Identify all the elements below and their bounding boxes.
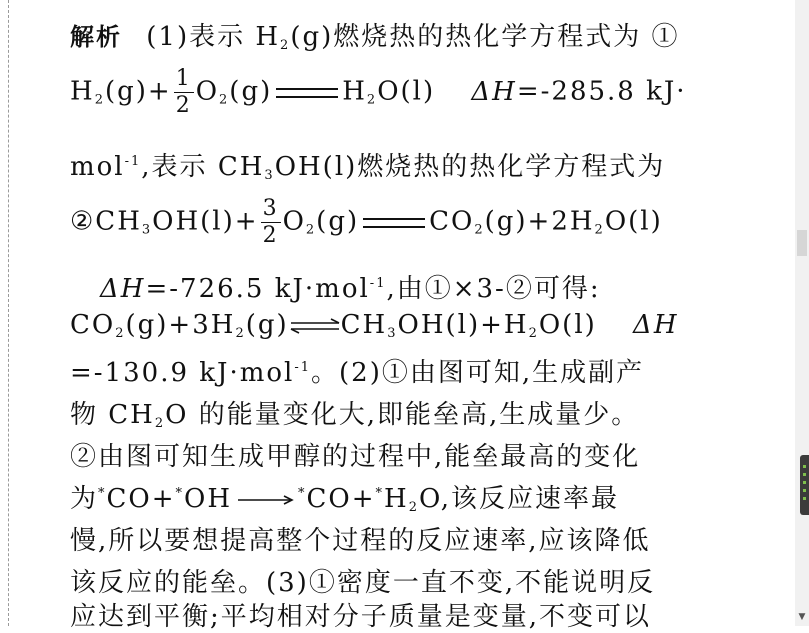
sub: 2 <box>528 326 539 341</box>
text: OH(l)+ <box>152 206 259 237</box>
arrow-right-icon <box>234 493 296 507</box>
analysis-label: 解析 <box>70 23 122 51</box>
text: ②由图可知生成甲醇的过程中,能垒最高的变化 <box>70 442 641 472</box>
sub: 2 <box>219 92 230 108</box>
indicator-dot <box>803 489 806 492</box>
line-3 <box>70 146 665 183</box>
delta-h: ΔH <box>633 310 679 340</box>
text: (g)+ <box>104 76 172 107</box>
text: 该反应的能垒。(3)①密度一直不变,不能说明反 <box>70 568 656 598</box>
line-1 <box>70 16 680 53</box>
text: CO <box>429 206 475 237</box>
text: ②CH <box>70 206 142 237</box>
text: CH <box>340 310 388 340</box>
text: 。(2)①由图可知,生成副产 <box>311 358 645 388</box>
sub: 2 <box>235 326 246 341</box>
line-5 <box>100 268 601 305</box>
fraction <box>261 198 281 247</box>
text: OH(l)+H <box>397 310 529 340</box>
sub: 2 <box>474 222 485 238</box>
line-13 <box>70 596 651 633</box>
text: 应达到平衡;平均相对分子质量是变量,不变可以 <box>70 602 652 632</box>
text: =-285.8 kJ· <box>516 76 687 107</box>
text: (g) <box>245 310 289 340</box>
denominator: 2 <box>262 223 279 248</box>
sup: * <box>98 486 107 501</box>
text: O,该反应速率最 <box>418 484 620 514</box>
text: O(l) <box>604 206 663 237</box>
sup: -1 <box>369 276 387 291</box>
sub: 2 <box>115 326 126 341</box>
text: O(l) <box>377 76 436 107</box>
scroll-down-icon[interactable]: ▼ <box>798 612 806 622</box>
text: OH(l)燃烧热的热化学方程式为 <box>274 152 666 182</box>
vertical-scrollbar[interactable] <box>795 0 809 626</box>
line-6-equation-3 <box>70 310 679 340</box>
sup: * <box>175 486 185 501</box>
sub: 2 <box>594 222 605 238</box>
equilibrium-arrow-icon <box>289 318 341 334</box>
line-7 <box>70 352 644 389</box>
text: (g)燃烧热的热化学方程式为 ① <box>290 22 680 52</box>
text: H <box>342 76 367 107</box>
text: 慢,所以要想提高整个过程的反应速率,应该降低 <box>70 526 651 556</box>
sub: 2 <box>280 38 291 53</box>
text: CO+ <box>106 484 176 514</box>
indicator-dot <box>803 473 806 476</box>
text: (g)+2H <box>484 206 595 237</box>
sup: -1 <box>294 360 312 375</box>
denominator: 2 <box>175 93 192 118</box>
sub: 2 <box>305 222 317 238</box>
text: O 的能量变化大,即能垒高,生成量少。 <box>165 400 640 430</box>
text: =-130.9 kJ·mol <box>70 358 295 388</box>
equation-double-line <box>363 218 425 228</box>
text: (g) <box>316 206 360 237</box>
sub: 3 <box>264 168 275 183</box>
text: O <box>282 206 306 237</box>
text: =-726.5 kJ·mol <box>145 274 370 304</box>
numerator: 3 <box>262 196 279 221</box>
text: H <box>384 484 409 514</box>
line-8 <box>70 394 639 431</box>
fraction <box>174 68 194 117</box>
sub: 2 <box>154 416 166 431</box>
text: 物 CH <box>70 400 155 430</box>
line-4-equation-2 <box>70 198 663 247</box>
sub: 2 <box>408 500 419 515</box>
margin-dashed-rule <box>8 0 9 626</box>
text: CO <box>70 310 116 340</box>
text: H <box>70 76 95 107</box>
sub: 3 <box>387 326 398 341</box>
line-11 <box>70 520 651 557</box>
sub: 2 <box>366 92 378 108</box>
sub: 3 <box>141 222 153 238</box>
delta-h: ΔH <box>100 274 146 304</box>
text: O(l) <box>538 310 597 340</box>
text: (1)表示 H <box>146 22 281 52</box>
sub: 2 <box>94 92 105 108</box>
equation-double-line <box>276 88 338 98</box>
text: ,表示 CH <box>141 152 265 182</box>
side-toolbar-widget[interactable] <box>800 455 809 515</box>
line-2-equation-1 <box>70 68 687 117</box>
text: 为 <box>70 484 99 514</box>
text: mol <box>70 152 125 182</box>
text: CO+ <box>306 484 376 514</box>
line-10 <box>70 478 619 515</box>
line-12 <box>70 562 655 599</box>
sup: * <box>298 486 307 501</box>
line-9 <box>70 436 640 473</box>
indicator-dot <box>803 465 806 468</box>
sup: * <box>375 486 385 501</box>
indicator-dot <box>803 481 806 484</box>
text: ,由①×3-②可得: <box>386 274 601 304</box>
text: OH <box>184 484 233 514</box>
indicator-dot <box>803 497 806 500</box>
delta-h: ΔH <box>471 76 517 107</box>
numerator: 1 <box>175 66 192 91</box>
text: O <box>195 76 220 107</box>
text: (g) <box>229 76 273 107</box>
sup: -1 <box>124 154 142 169</box>
scrollbar-thumb[interactable] <box>797 230 807 256</box>
text: (g)+3H <box>125 310 236 340</box>
